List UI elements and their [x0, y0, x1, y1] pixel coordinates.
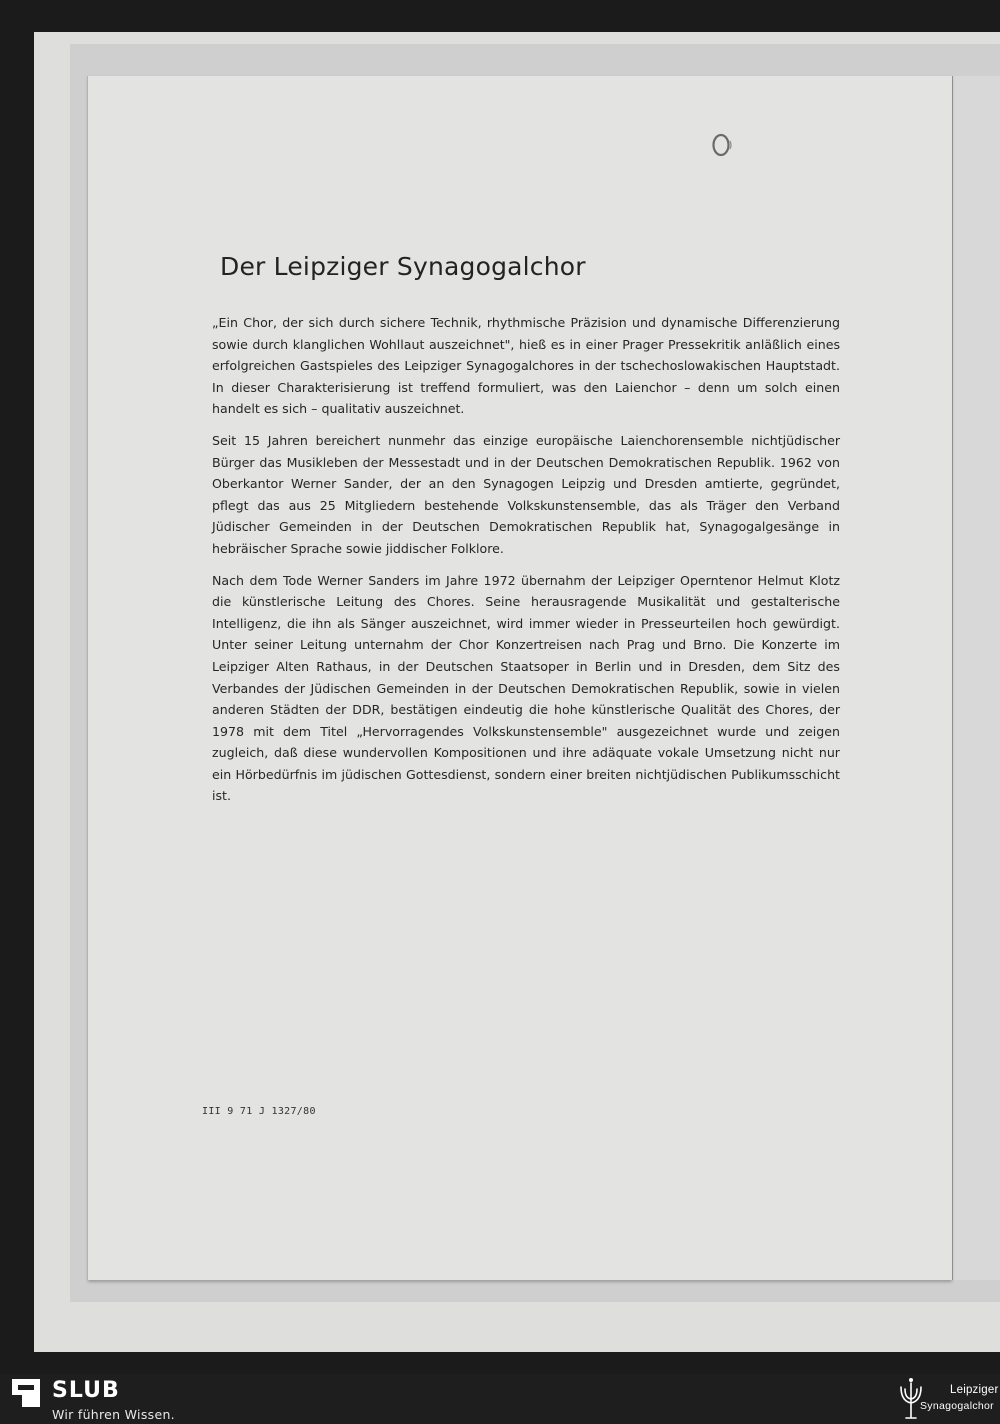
library-tagline: Wir führen Wissen.	[52, 1407, 175, 1422]
paragraph-3: Nach dem Tode Werner Sanders im Jahre 1972 übernahm der Leipziger Operntenor Helmut Klotz die künstlerische Leitung des Chores. Seine herausragende Musikalität und gestalterische Intelligenz, die ihn als Sänger auszeichnet, wird immer wieder in Presseurteilen hoch gewürdigt. Unter seiner Leitung unternahm der Chor Konzertreisen nach Prag und Brno. Die Konzerte im Leipziger Alten Rathaus, in der Deutschen Staatsoper in Berlin und in Dresden, dem Sitz des Verbandes der Jüdischen Gemeinden in der Deutschen Demokratischen Republik, sowie in vielen anderen Städten der DDR, bestätigen eindeutig die hohe künstlerische Qualität des Chores, der 1978 mit dem Titel „Hervorragendes Volkskunstensemble" ausgezeichnet wurde und zeigen zugleich, daß diese wundervollen Kompositionen und ihre adäquate vokale Umsetzung nicht nur ein Hörbedürfnis im jüdischen Gottesdienst, sondern einer breiten nichtjüdischen Publikumsschicht ist.	[212, 572, 840, 804]
paragraph-1: „Ein Chor, der sich durch sichere Technik, rhythmische Präzision und dynamische Differenzierung sowie durch klanglichen Wohllaut auszeichnet", hieß es in einer Prager Pressekritik anläßlich eines erfolgreichen Gastspieles des Leipziger Synagogalchores in der tschechoslowakischen Hauptstadt. In dieser Charakterisierung ist treffend formuliert, was den Laienchor – denn um solch einen handelt es sich – qualitativ auszeichnet.	[212, 315, 840, 417]
slub-logo-icon[interactable]	[12, 1379, 40, 1407]
viewer-footer	[0, 1374, 1000, 1424]
document-page	[88, 76, 952, 1280]
collection-name-line2: Synagogalchor	[920, 1400, 994, 1412]
document-title: Der Leipziger Synagogalchor	[220, 252, 586, 281]
paragraph-2: Seit 15 Jahren bereichert nunmehr das einzige europäische Laienchorensemble nichtjüdischer Bürger das Musikleben der Messestadt und in der Deutschen Demokratischen Republik. 1962 von Oberkantor Werner Sander, der an den Synagogen Leipzig und Dresden amtierte, gegründet, pflegt das aus 25 Mitgliedern bestehende Volkskunstensemble, das als Träger den Verband Jüdischer Gemeinden in der Deutschen Demokratischen Republik hat, Synagogalgesänge in hebräischer Sprache sowie jiddischer Folklore.	[212, 432, 840, 556]
punch-hole-icon	[710, 130, 734, 160]
menorah-icon	[898, 1377, 924, 1421]
print-code: III 9 71 J 1327/80	[202, 1106, 316, 1117]
library-name[interactable]: SLUB	[52, 1378, 120, 1403]
document-body	[212, 312, 840, 817]
collection-name-line1: Leipziger	[950, 1384, 999, 1396]
